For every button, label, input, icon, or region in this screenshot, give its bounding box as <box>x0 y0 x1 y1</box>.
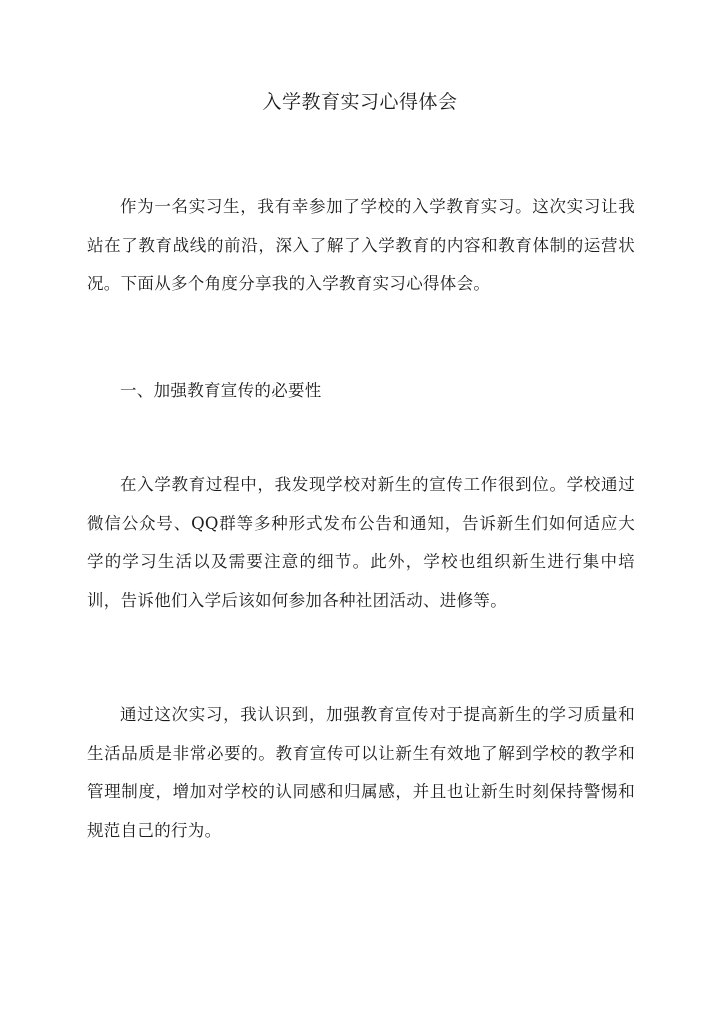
section-paragraph-1: 在入学教育过程中，我发现学校对新生的宣传工作很到位。学校通过微信公众号、QQ群等多种形式发布公告和通知，告诉新生们如何适应大学的学习生活以及需要注意的细节。此外，学校也组织新生进行集中培训，告诉他们入学后该如何参加各种社团活动、进修等。 <box>87 475 635 611</box>
section-heading: 一、加强教育宣传的必要性 <box>120 381 322 400</box>
intro-paragraph: 作为一名实习生，我有幸参加了学校的入学教育实习。这次实习让我站在了教育战线的前沿，深入了解了入学教育的内容和教育体制的运营状况。下面从多个角度分享我的入学教育实习心得体会。 <box>87 197 635 294</box>
section-paragraph-2: 通过这次实习，我认识到，加强教育宣传对于提高新生的学习质量和生活品质是非常必要的。教育宣传可以让新生有效地了解到学校的教学和管理制度，增加对学校的认同感和归属感，并且也让新生时刻保持警惕和规范自己的行为。 <box>87 705 635 841</box>
document-title: 入学教育实习心得体会 <box>262 91 458 113</box>
